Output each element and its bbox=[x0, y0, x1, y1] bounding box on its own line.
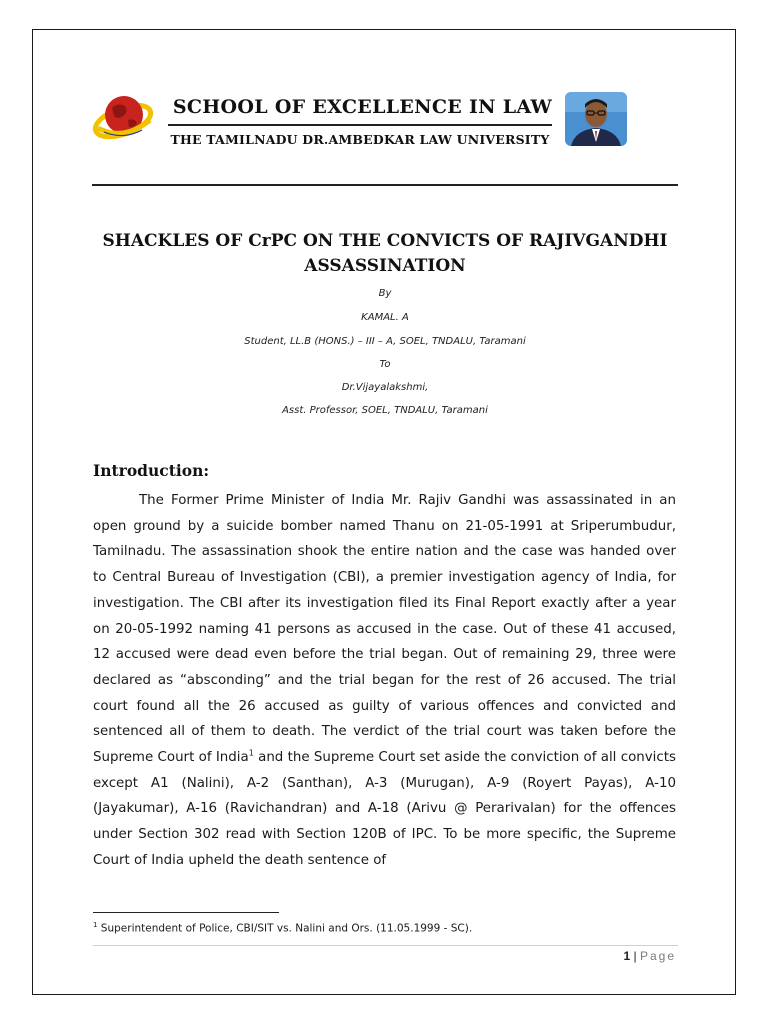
header-divider bbox=[168, 124, 552, 126]
page-number: 1 bbox=[623, 949, 631, 963]
school-name: SCHOOL OF EXCELLENCE IN LAW bbox=[172, 96, 553, 118]
header-rule bbox=[92, 184, 678, 186]
author-details: Student, LL.B (HONS.) – III – A, SOEL, TNDALU, Taramani bbox=[244, 336, 526, 347]
footnote-mark: 1 bbox=[93, 921, 98, 929]
footer-rule bbox=[93, 945, 678, 946]
school-logo bbox=[92, 90, 158, 148]
author-name: KAMAL. A bbox=[361, 312, 409, 323]
university-name: THE TAMILNADU DR.AMBEDKAR LAW UNIVERSITY bbox=[170, 132, 550, 147]
section-heading-introduction: Introduction: bbox=[93, 461, 210, 480]
portrait-image bbox=[565, 92, 627, 146]
footnote-text: Superintendent of Police, CBI/SIT vs. Nalini and Ors. (11.05.1999 - SC). bbox=[97, 922, 473, 935]
paper-title: SHACKLES OF CrPC ON THE CONVICTS OF RAJIVGANDHI ASSASSINATION bbox=[102, 231, 668, 276]
paragraph-text-part-1: The Former Prime Minister of India Mr. Rajiv Gandhi was assassinated in an open ground by a suicide bomber named Thanu on 21-05-1991 at Sriperumbudur, Tamilnadu. The assassination shook the entire nation and the case was handed over to Central Bureau of Investigation (CBI), a premier investigation agency of India, for investigation. The CBI after its investigation filed its Final Report exactly after a year on 20-05-1992 naming 41 persons as accused in the case. Out of these 41 accused, 12 accused were dead even before the trial began. Out of remaining 29, three were declared as “absconding” and the trial began for the rest of 26 accused. The trial court found all the 26 accused as guilty of various offences and convicted and sentenced all of them to death. The verdict of the trial court was taken before the Supreme Court of India bbox=[93, 493, 676, 766]
footnote bbox=[93, 921, 676, 935]
page-label: Page bbox=[639, 949, 676, 963]
footnote-reference[interactable]: 1 bbox=[248, 748, 254, 758]
introduction-paragraph bbox=[93, 488, 676, 874]
guide-details: Asst. Professor, SOEL, TNDALU, Taramani bbox=[282, 405, 488, 416]
by-label: By bbox=[378, 288, 392, 299]
guide-name: Dr.Vijayalakshmi, bbox=[341, 382, 429, 393]
paragraph-text-part-2: and the Supreme Court set aside the conviction of all convicts except A1 (Nalini), A-2 (Santhan), A-3 (Murugan), A-9 (Royert Payas), A-10 (Jayakumar), A-16 (Ravichandran) and A-18 (Arivu @ Perarivalan) for the offences under Section 302 read with Section 120B of IPC. To be more specific, the Supreme Court of India upheld the death sentence of bbox=[93, 750, 676, 868]
footnote-divider bbox=[93, 912, 279, 913]
page-separator: | bbox=[630, 949, 640, 963]
page-footer bbox=[623, 949, 676, 963]
to-label: To bbox=[379, 359, 391, 370]
